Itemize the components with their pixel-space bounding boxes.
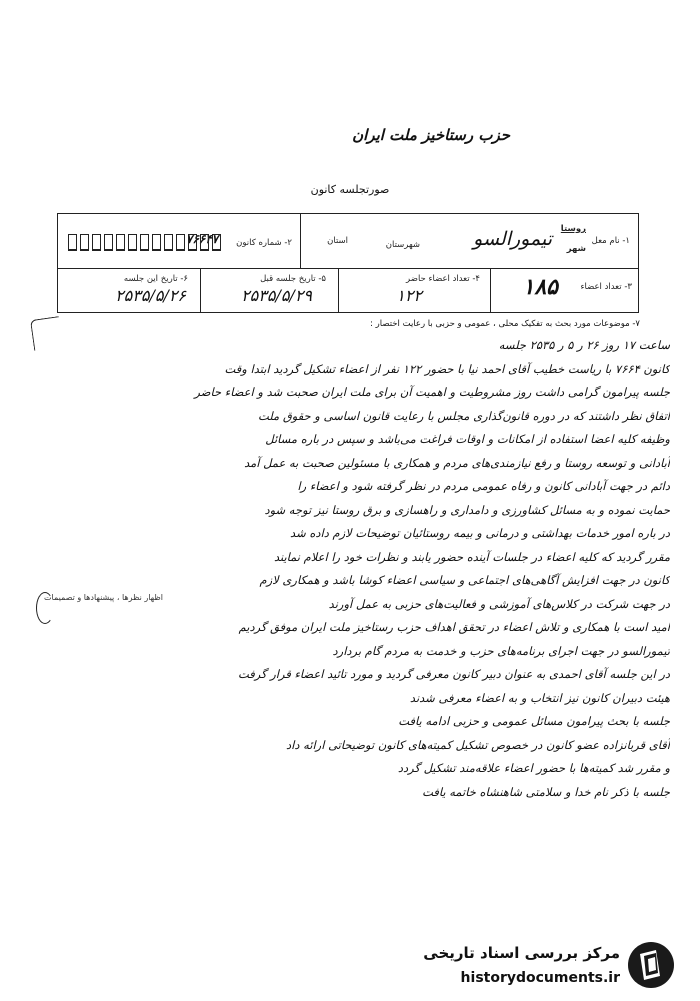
form-row-1 xyxy=(58,214,638,269)
field-2-value: ۷۶۶۴۷ xyxy=(186,232,219,246)
form-divider xyxy=(300,214,301,268)
minutes-line: مقرر گردید که کلیه اعضاء در جلسات آینده حضور یابند و نظرات خود را اعلام نمایند xyxy=(273,549,670,564)
field-1-rural-option: روستا xyxy=(560,224,586,234)
field-6-value: ۲۵۳۵/۵/۲۶ xyxy=(115,286,186,305)
meeting-info-form xyxy=(57,213,639,313)
form-row-2 xyxy=(58,268,638,312)
minutes-line: دائم در جهت آبادانی کانون و رفاه عمومی مردم در نظر گرفته شود و اعضاء را xyxy=(297,479,670,493)
province-label: استان xyxy=(327,236,348,246)
field-3-label: ۳- تعداد اعضاء xyxy=(580,282,632,292)
minutes-line: کانون در جهت افزایش آگاهی‌های اجتماعی و سیاسی اعضاء کوشا باشد و همکاری لازم xyxy=(259,573,670,587)
field-3-value: ۱۸۵ xyxy=(522,274,558,300)
minutes-line: آقای قربانزاده عضو کانون در خصوص تشکیل کمیته‌های کانون توضیحاتی ارائه داد xyxy=(286,737,670,752)
minutes-line: وظیفه کلیه اعضا استفاده از امکانات و اوقات فراغت می‌باشد و سپس در باره مسائل xyxy=(265,432,670,446)
minutes-line: در جهت شرکت در کلاس‌های آموزشی و فعالیت‌های حزبی به عمل آورند xyxy=(328,596,670,611)
minutes-line: در باره امور خدمات بهداشتی و درمانی و بیمه روستائیان توضیحات لازم داده شد xyxy=(290,526,670,540)
field-1-value: تیمورالسو xyxy=(473,228,552,250)
field-1-city-option: شهر xyxy=(566,244,586,254)
minutes-line: جلسه با بحث پیرامون مسائل عمومی و حزبی ادامه یافت xyxy=(398,714,670,728)
field-5-value: ۲۵۳۵/۵/۲۹ xyxy=(241,286,312,305)
topics-label: ۷- موضوعات مورد بحث به تفکیک محلی ، عمومی و حزبی با رعایت اختصار : xyxy=(370,319,640,329)
notes-label: اظهار نظرها ، پیشنهادها و تصمیمات xyxy=(44,593,163,602)
field-4-label: ۴- تعداد اعضاء حاضر xyxy=(406,274,480,284)
county-label: شهرستان xyxy=(385,240,420,250)
archive-url[interactable]: historydocuments.ir xyxy=(460,970,620,986)
minutes-line: جلسه با ذکر نام خدا و سلامتی شاهنشاه خاتمه یافت xyxy=(422,784,670,799)
party-title: حزب رستاخیز ملت ایران xyxy=(352,126,510,144)
minutes-line: حمایت نموده و به مسائل کشاورزی و دامداری و راهسازی و برق روستا نیز توجه شود xyxy=(264,502,670,517)
minutes-line: کانون ۷۶۶۴ با ریاست خطیب آقای احمد نیا با حضور ۱۲۲ نفر از اعضاء تشکیل گردید ابتدا وقت xyxy=(224,361,670,376)
code-boxes xyxy=(68,234,221,251)
minutes-line: تیمورالسو در جهت اجرای برنامه‌های حزب و خدمت به مردم گام بردارد xyxy=(332,643,670,658)
minutes-line: هیئت دبیران کانون نیز انتخاب و به اعضاء معرفی شدند xyxy=(409,690,670,705)
minutes-line: ساعت ۱۷ روز ۲۶ ر ۵ ر ۲۵۳۵ جلسه xyxy=(498,338,670,352)
field-5-label: ۵- تاریخ جلسه قبل xyxy=(260,274,326,284)
minutes-line: آبادانی و توسعه روستا و رفع نیازمندی‌های مردم و همکاری با مسئولین صحبت به عمل آمد xyxy=(244,455,670,470)
minutes-line: و مقرر شد کمیته‌ها با حضور اعضاء علاقه‌مند تشکیل گردد xyxy=(397,761,670,775)
form-divider xyxy=(490,268,491,312)
archive-name: مرکز بررسی اسناد تاریخی xyxy=(423,944,620,962)
form-title: صورتجلسه کانون xyxy=(310,183,390,196)
field-6-label: ۶- تاریخ این جلسه xyxy=(123,274,188,284)
form-divider xyxy=(338,268,339,312)
minutes-line: امید است با همکاری و تلاش اعضاء در تحقق اهداف حزب رستاخیز ملت ایران موفق گردیم xyxy=(238,620,670,634)
minutes-line: اتفاق نظر داشتند که در دوره قانون‌گذاری مجلس با رعایت قانون اساسی و حقوق ملت xyxy=(257,408,670,423)
form-divider xyxy=(200,268,201,312)
minutes-line: در این جلسه آقای احمدی به عنوان دبیر کانون معرفی گردید و مورد تائید اعضاء قرار گرفت xyxy=(237,667,670,681)
minutes-line: جلسه پیرامون گرامی داشت روز مشروطیت و اهمیت آن برای ملت ایران صحبت شد و اعضاء حاضر xyxy=(194,385,670,399)
field-2-label: ۲- شماره کانون xyxy=(236,238,292,248)
field-4-value: ۱۲۲ xyxy=(396,286,422,305)
handwritten-minutes xyxy=(30,334,670,804)
field-1-label: ۱- نام معل xyxy=(591,236,630,246)
archive-logo-icon xyxy=(626,940,676,990)
